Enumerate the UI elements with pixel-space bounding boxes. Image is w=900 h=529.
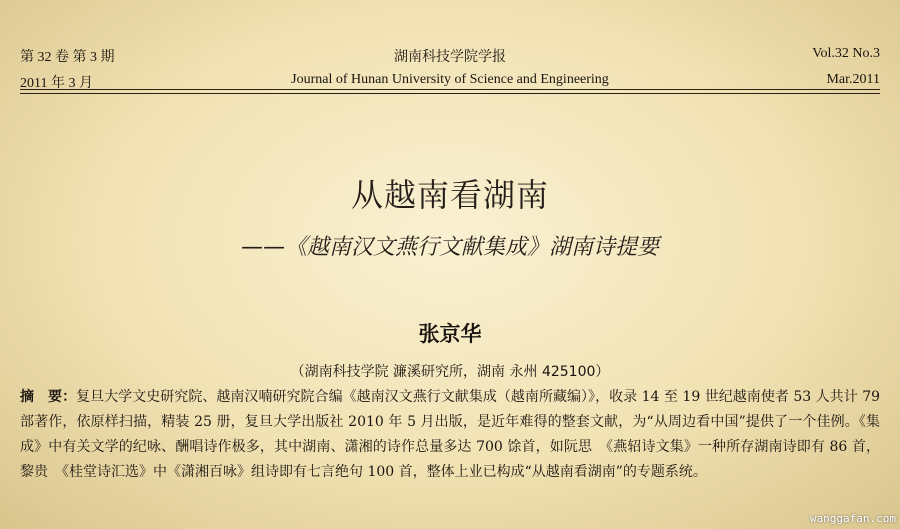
- date-cn: 2011 年 3 月: [20, 76, 93, 91]
- header-rule-thin: [20, 89, 880, 90]
- volume-en: Vol.32 No.3: [812, 46, 880, 61]
- watermark: wanggafan.com: [809, 512, 896, 525]
- header-rule-bottom: [20, 93, 880, 94]
- volume-issue: 第 32 卷 第 3 期: [20, 50, 115, 65]
- article-subtitle: ——《越南汉文燕行文献集成》湖南诗提要: [240, 235, 659, 260]
- abstract: [20, 385, 880, 485]
- date-en: Mar.2011: [826, 72, 880, 87]
- journal-name-en: Journal of Hunan University of Science and Engineering: [291, 72, 609, 87]
- author-name: 张京华: [418, 322, 482, 346]
- journal-name-cn: 湖南科技学院学报: [394, 50, 506, 65]
- abstract-text: 复旦大学文史研究院、越南汉喃研究院合编《越南汉文燕行文献集成（越南所藏编）》，收录 14 至 19 世纪越南使者 53 人共计 79 部著作，依原样扫描，精装 25 册，复旦大学出版社 2010 年 5 月出版，是近年难得的整套文献，为“从周边看中国”提供了一个佳例。《集成》中有关文学的纪咏、酬唱诗作极多，其中湖南、潇湘的诗作总量多达 700 馀首，如阮思 《燕轺诗文集》一种所存湖南诗即有 86 首，黎贵 《桂堂诗汇选》中《潇湘百咏》组诗即有七言绝句 100 首，整体上业已构成“从越南看湖南”的专题系统。: [20, 389, 881, 480]
- author-affiliation: （湖南科技学院 濂溪研究所，湖南 永州 425100）: [290, 364, 610, 380]
- abstract-label: 摘 要：: [20, 389, 77, 405]
- article-title: 从越南看湖南: [350, 176, 549, 214]
